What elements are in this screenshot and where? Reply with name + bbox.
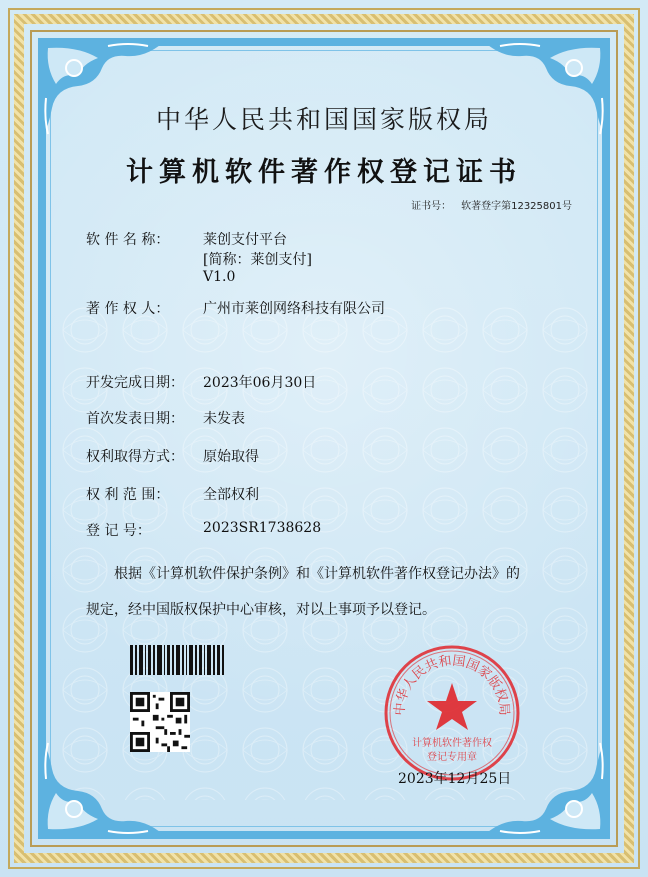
issue-date: 2023年12月25日 [398, 771, 512, 787]
field-label: 著 作 权 人： [86, 301, 170, 317]
field-scope [86, 484, 259, 504]
seal-inner-line-2: 登记专用章 [427, 752, 477, 763]
statement-line-2: 规定，经中国版权保护中心审核，对以上事项予以登记。 [86, 602, 436, 618]
field-value: 2023SR1738628 [203, 520, 322, 536]
field-label: 首次发表日期： [86, 411, 184, 427]
certificate-title: 计算机软件著作权登记证书 [126, 157, 522, 188]
field-label: 权 利 范 围： [86, 487, 170, 503]
field-value: 全部权利 [203, 487, 259, 503]
field-value [203, 229, 312, 285]
certificate-number [411, 197, 572, 212]
field-value: 2023年06月30日 [203, 375, 317, 391]
seal-outer-text: 中华人民共和国国家版权局 [392, 653, 512, 717]
field-label: 登 记 号： [86, 523, 151, 539]
statement-line-1: 根据《计算机软件保护条例》和《计算机软件著作权登记办法》的 [114, 566, 520, 582]
seal-inner-line-1: 计算机软件著作权 [412, 738, 492, 749]
field-publish-date [86, 408, 245, 428]
issuer-title: 中华人民共和国国家版权局 [155, 105, 492, 134]
field-value: 广州市莱创网络科技有限公司 [203, 301, 385, 317]
field-owner [86, 298, 385, 318]
field-value: 未发表 [203, 411, 245, 427]
star-icon [427, 683, 477, 730]
field-dev-date [86, 372, 317, 392]
software-short-name: [简称：莱创支付] [203, 252, 312, 268]
field-software-name [86, 229, 312, 285]
field-registration-number [86, 520, 322, 540]
qr-code [130, 692, 190, 752]
field-label: 开发完成日期： [86, 375, 184, 391]
field-label: 权利取得方式： [86, 449, 184, 465]
field-label: 软 件 名 称： [86, 232, 170, 248]
field-acquire-method [86, 446, 259, 466]
barcode [130, 645, 224, 675]
software-version: V1.0 [203, 269, 236, 285]
field-value: 原始取得 [203, 449, 259, 465]
certificate-number-label: 证书号： [411, 201, 452, 212]
certificate-number-value: 软著登字第12325801号 [461, 201, 572, 212]
software-name: 莱创支付平台 [203, 232, 287, 248]
official-seal [382, 643, 522, 783]
